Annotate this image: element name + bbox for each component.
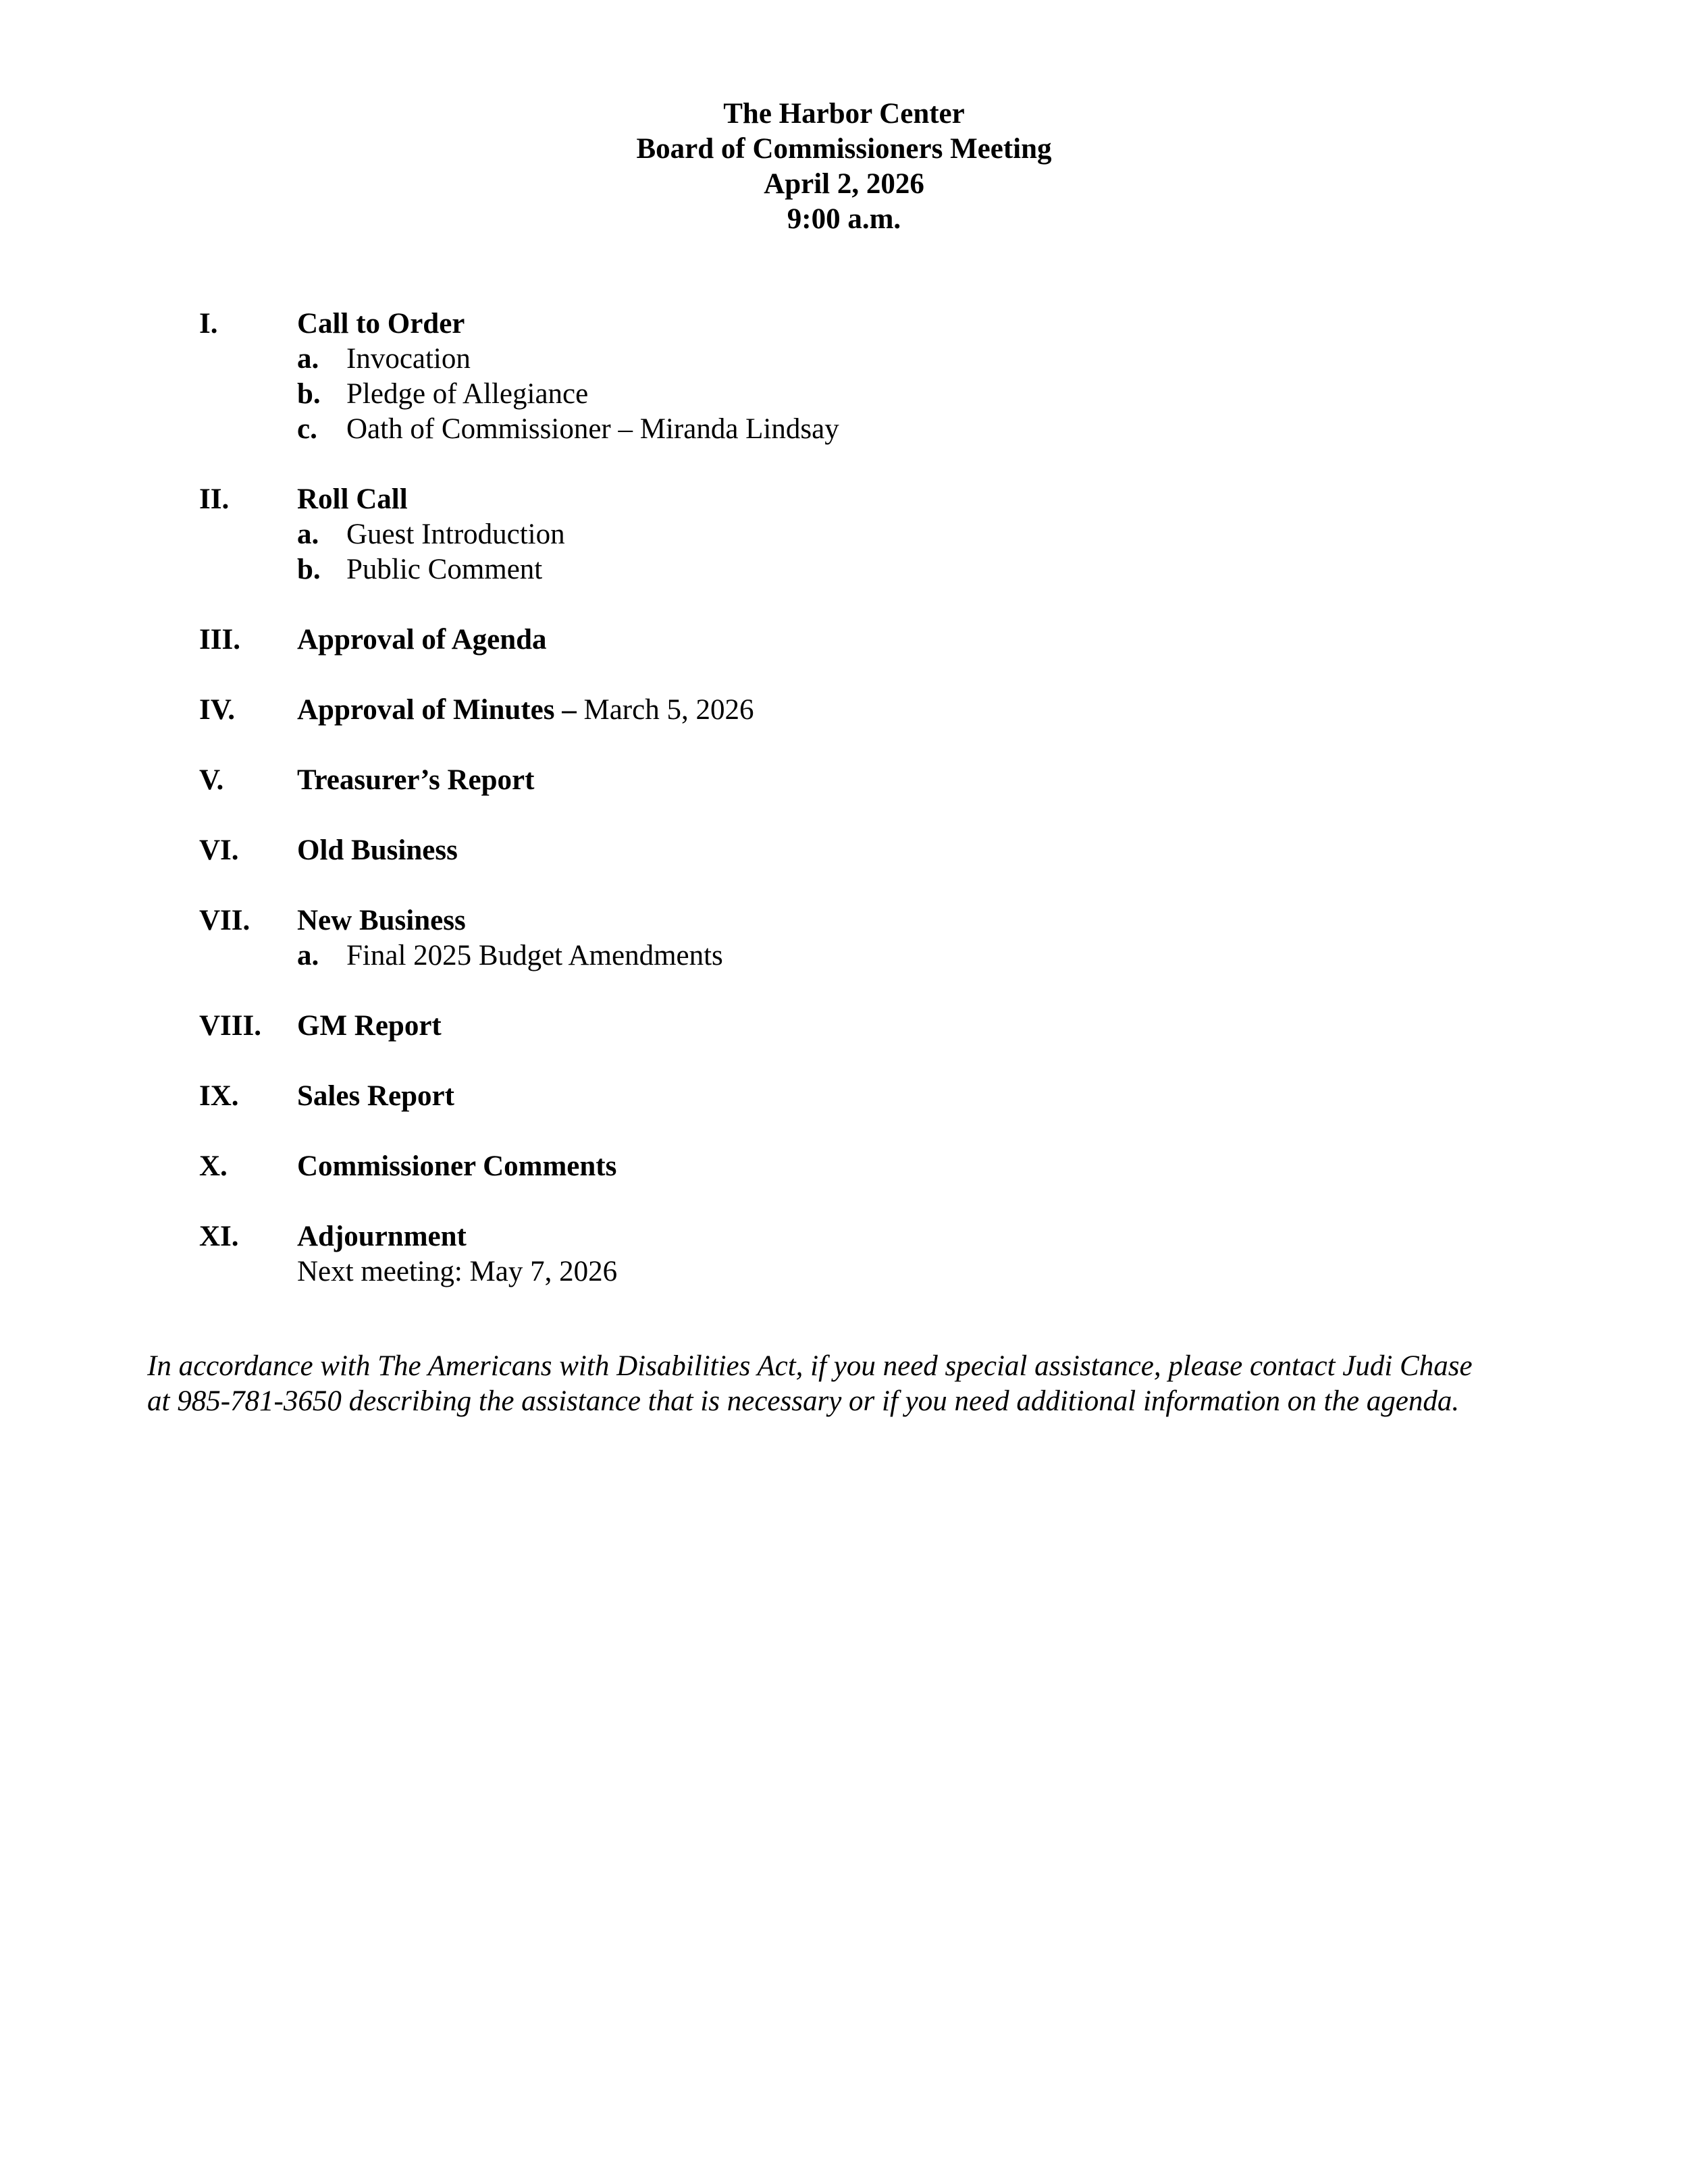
- agenda-item-number: I.: [199, 308, 218, 340]
- agenda-item-title: Approval of Minutes –: [297, 694, 577, 726]
- ada-notice-line: at 985-781-3650 describing the assistance that is necessary or if you need additional information on the agenda.: [147, 1385, 1460, 1417]
- agenda-item-heading: [199, 1079, 1550, 1114]
- organization-name: The Harbor Center: [723, 98, 965, 130]
- agenda-subitem: [199, 552, 1550, 587]
- agenda-item-title: Commissioner Comments: [297, 1150, 617, 1182]
- ada-notice: [147, 1349, 1579, 1419]
- agenda-item-title: New Business: [297, 905, 466, 936]
- agenda-subitem-text: Oath of Commissioner – Miranda Lindsay: [346, 413, 839, 445]
- agenda-subitem: [199, 377, 1550, 412]
- agenda-subitem: [199, 938, 1550, 974]
- agenda-subitem-letter: a.: [297, 343, 319, 375]
- agenda-item-heading: [199, 693, 1550, 728]
- agenda-subitem-text: Public Comment: [346, 554, 543, 585]
- agenda-item: [199, 763, 1550, 798]
- agenda-subitem-text: Invocation: [346, 343, 471, 375]
- agenda-item-heading: [199, 1149, 1550, 1184]
- agenda-item-heading: [199, 482, 1550, 517]
- agenda-item-title: Approval of Agenda: [297, 624, 547, 656]
- agenda-item-heading: [199, 622, 1550, 658]
- agenda-subitem-letter: a.: [297, 518, 319, 550]
- agenda-item-heading: [199, 1009, 1550, 1044]
- agenda-item: [199, 1009, 1550, 1044]
- agenda-item-number: V.: [199, 764, 224, 796]
- next-meeting: Next meeting: May 7, 2026: [297, 1256, 618, 1287]
- agenda-item: [199, 622, 1550, 658]
- meeting-title: Board of Commissioners Meeting: [636, 133, 1052, 165]
- agenda-item: [199, 1079, 1550, 1114]
- agenda-subitem: [199, 412, 1550, 447]
- agenda-item: [199, 482, 1550, 587]
- agenda-item: [199, 1149, 1550, 1184]
- agenda-item-detail: March 5, 2026: [576, 694, 754, 726]
- agenda-subitem-letter: a.: [297, 940, 319, 971]
- agenda-item: [199, 307, 1550, 447]
- agenda-list: [199, 307, 1550, 1289]
- agenda-item-number: XI.: [199, 1221, 239, 1252]
- agenda-item-title: Roll Call: [297, 483, 408, 515]
- agenda-item-number: IX.: [199, 1080, 239, 1112]
- agenda-item-heading: [199, 903, 1550, 938]
- agenda-item-number: VII.: [199, 905, 250, 936]
- agenda-subitem: [199, 342, 1550, 377]
- agenda-subitem: [199, 517, 1550, 552]
- agenda-item: [199, 1219, 1550, 1254]
- agenda-item-heading: [199, 307, 1550, 342]
- agenda-item-number: IV.: [199, 694, 235, 726]
- agenda-subitem-letter: b.: [297, 378, 321, 410]
- agenda-item-title: Adjournment: [297, 1221, 467, 1252]
- agenda-item-heading: [199, 763, 1550, 798]
- agenda-item-number: II.: [199, 483, 230, 515]
- agenda-item-number: III.: [199, 624, 240, 656]
- agenda-item-title: Call to Order: [297, 308, 465, 340]
- agenda-item-number: X.: [199, 1150, 228, 1182]
- agenda-subitem-letter: c.: [297, 413, 317, 445]
- meeting-header: [0, 97, 1688, 237]
- agenda-item-heading: [199, 1219, 1550, 1254]
- agenda-item-title: GM Report: [297, 1010, 442, 1042]
- agenda-item-title: Old Business: [297, 834, 458, 866]
- agenda-subitem-letter: b.: [297, 554, 321, 585]
- agenda-item: [199, 833, 1550, 868]
- agenda-item-number: VIII.: [199, 1010, 262, 1042]
- agenda-item-number: VI.: [199, 834, 239, 866]
- agenda-item: [199, 903, 1550, 974]
- meeting-date: April 2, 2026: [764, 168, 924, 200]
- agenda-subitem-text: Guest Introduction: [346, 518, 565, 550]
- agenda-item: [199, 693, 1550, 728]
- meeting-time: 9:00 a.m.: [787, 203, 901, 235]
- agenda-item-title: Sales Report: [297, 1080, 454, 1112]
- agenda-subitem-text: Final 2025 Budget Amendments: [346, 940, 723, 971]
- agenda-subitem-text: Pledge of Allegiance: [346, 378, 589, 410]
- agenda-item-heading: [199, 833, 1550, 868]
- ada-notice-line: In accordance with The Americans with Disabilities Act, if you need special assistance, please contact Judi Chase: [147, 1350, 1473, 1382]
- agenda-item-title: Treasurer’s Report: [297, 764, 535, 796]
